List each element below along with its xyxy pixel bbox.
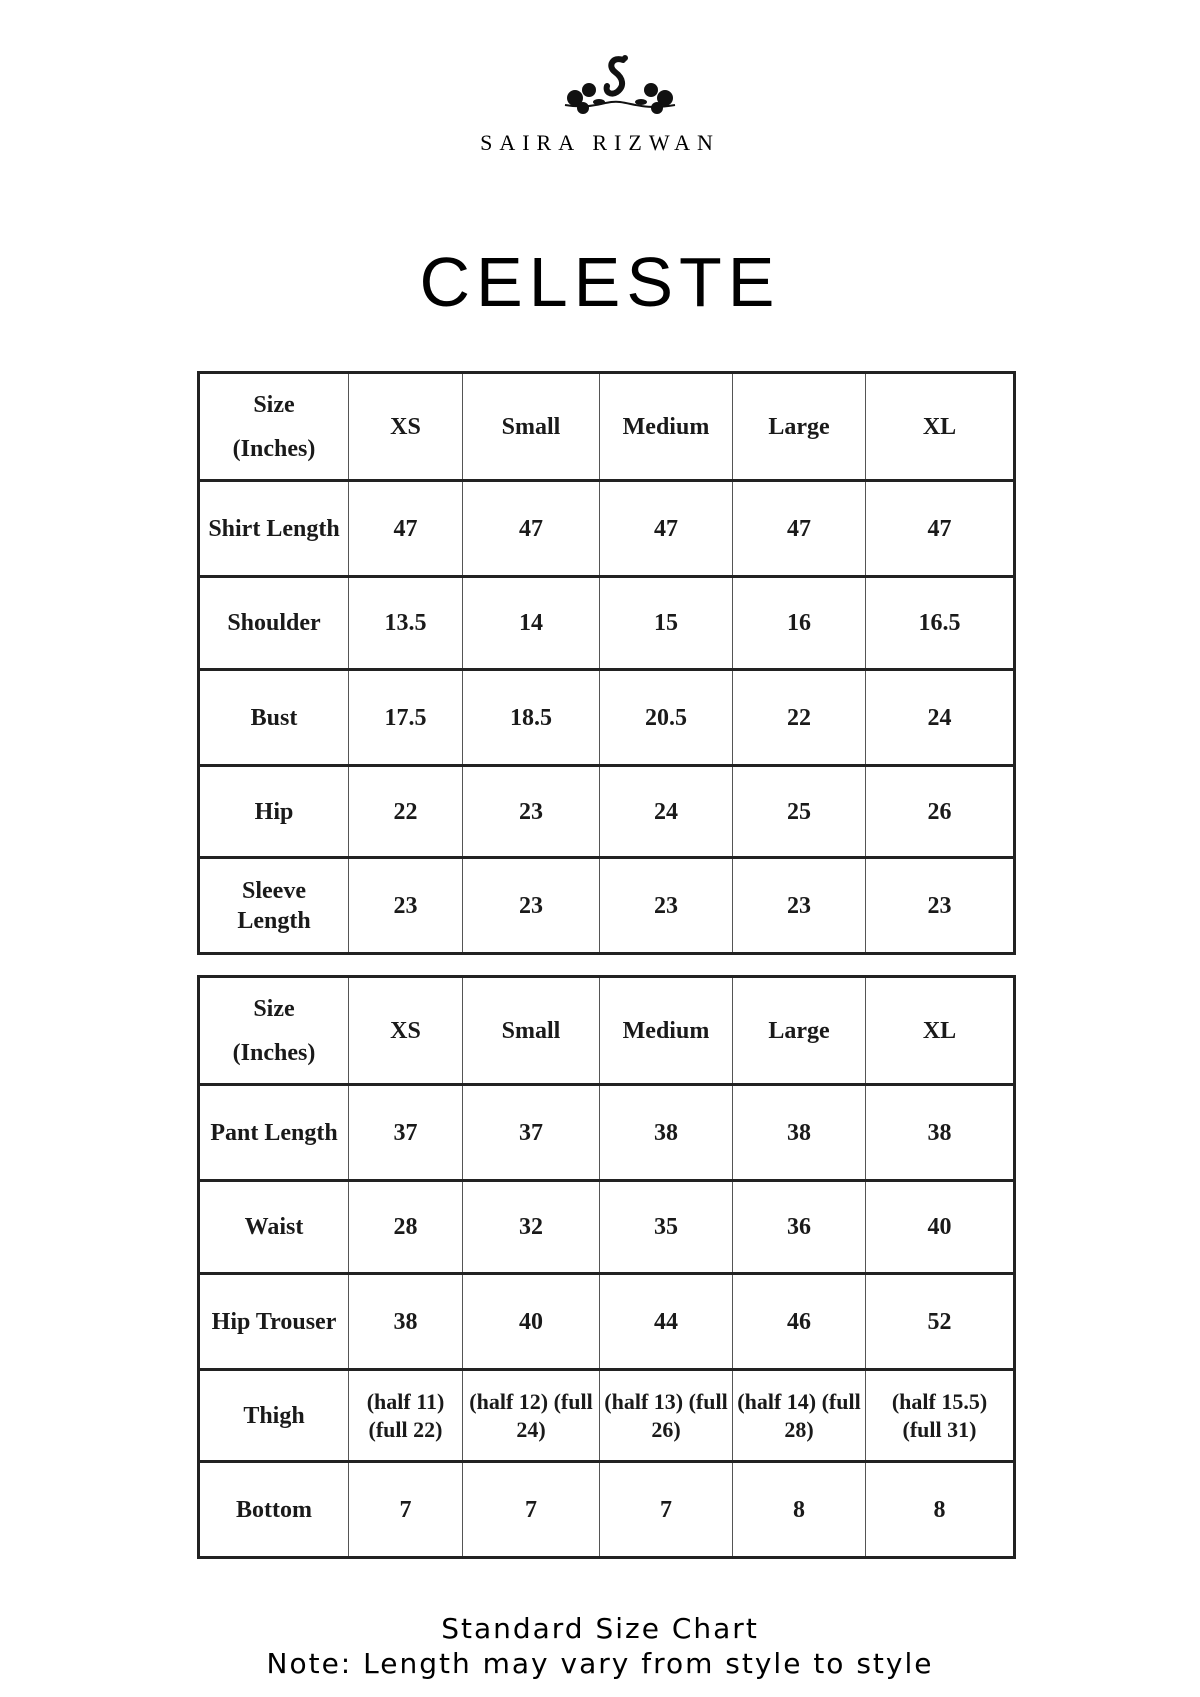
value-cell: 37 xyxy=(463,1085,600,1181)
header-size-cell xyxy=(199,373,349,481)
header-size-medium: Medium xyxy=(600,977,733,1085)
header-size-xl: XL xyxy=(866,373,1015,481)
value-cell: 25 xyxy=(733,766,866,858)
header-unit-label: (Inches) xyxy=(232,435,316,462)
table-header-row xyxy=(199,977,1015,1085)
value-cell: (half 12) (full 24) xyxy=(463,1370,600,1462)
value-cell: 15 xyxy=(600,577,733,670)
value-cell: 47 xyxy=(600,481,733,577)
value-cell: 40 xyxy=(463,1274,600,1370)
value-cell: 38 xyxy=(349,1274,463,1370)
table-row xyxy=(199,858,1015,954)
value-cell: 38 xyxy=(600,1085,733,1181)
value-cell: 47 xyxy=(349,481,463,577)
header-size-medium: Medium xyxy=(600,373,733,481)
value-cell: 37 xyxy=(349,1085,463,1181)
page-title: CELESTE xyxy=(419,243,781,321)
value-cell: (half 15.5) (full 31) xyxy=(866,1370,1015,1462)
row-label: Bust xyxy=(199,670,349,766)
value-cell: 8 xyxy=(733,1462,866,1558)
table-row xyxy=(199,670,1015,766)
header-size-label: Size xyxy=(253,391,295,418)
header-size-label: Size xyxy=(253,995,295,1022)
footer-note: Note: Length may vary from style to style xyxy=(266,1647,934,1680)
value-cell: (half 13) (full 26) xyxy=(600,1370,733,1462)
value-cell: 47 xyxy=(733,481,866,577)
value-cell: 23 xyxy=(463,858,600,954)
row-label: Bottom xyxy=(199,1462,349,1558)
table-row xyxy=(199,1370,1015,1462)
top-size-table xyxy=(197,371,1016,955)
value-cell: 17.5 xyxy=(349,670,463,766)
value-cell: 23 xyxy=(866,858,1015,954)
row-label: Hip Trouser xyxy=(199,1274,349,1370)
value-cell: 38 xyxy=(866,1085,1015,1181)
value-cell: 7 xyxy=(349,1462,463,1558)
table-row xyxy=(199,766,1015,858)
value-cell: 22 xyxy=(733,670,866,766)
value-cell: 28 xyxy=(349,1181,463,1274)
value-cell: 8 xyxy=(866,1462,1015,1558)
row-label: Shoulder xyxy=(199,577,349,670)
value-cell: 7 xyxy=(463,1462,600,1558)
value-cell: 23 xyxy=(600,858,733,954)
floral-monogram-logo-icon xyxy=(555,50,685,130)
value-cell: 26 xyxy=(866,766,1015,858)
row-label: Shirt Length xyxy=(199,481,349,577)
value-cell: 52 xyxy=(866,1274,1015,1370)
value-cell: 36 xyxy=(733,1181,866,1274)
header-size-xs: XS xyxy=(349,977,463,1085)
row-label: Waist xyxy=(199,1181,349,1274)
row-label: Thigh xyxy=(199,1370,349,1462)
value-cell: 35 xyxy=(600,1181,733,1274)
value-cell: 20.5 xyxy=(600,670,733,766)
value-cell: 22 xyxy=(349,766,463,858)
table-row xyxy=(199,1274,1015,1370)
value-cell: 24 xyxy=(600,766,733,858)
value-cell: 13.5 xyxy=(349,577,463,670)
value-cell: 23 xyxy=(733,858,866,954)
row-label: Sleeve Length xyxy=(199,858,349,954)
value-cell: 16.5 xyxy=(866,577,1015,670)
value-cell: 24 xyxy=(866,670,1015,766)
value-cell: 16 xyxy=(733,577,866,670)
bottom-size-table xyxy=(197,975,1016,1559)
value-cell: 7 xyxy=(600,1462,733,1558)
value-cell: 18.5 xyxy=(463,670,600,766)
value-cell: 32 xyxy=(463,1181,600,1274)
header-size-large: Large xyxy=(733,373,866,481)
header-size-xs: XS xyxy=(349,373,463,481)
value-cell: 14 xyxy=(463,577,600,670)
header-size-small: Small xyxy=(463,977,600,1085)
header-unit-label: (Inches) xyxy=(232,1039,316,1066)
table-row xyxy=(199,1462,1015,1558)
brand-name: SAIRA RIZWAN xyxy=(480,130,720,155)
value-cell: 38 xyxy=(733,1085,866,1181)
table-row xyxy=(199,1181,1015,1274)
table-row xyxy=(199,481,1015,577)
row-label: Hip xyxy=(199,766,349,858)
value-cell: 47 xyxy=(463,481,600,577)
header-size-small: Small xyxy=(463,373,600,481)
table-row xyxy=(199,1085,1015,1181)
footer-chart-label: Standard Size Chart xyxy=(441,1612,759,1645)
header-size-xl: XL xyxy=(866,977,1015,1085)
value-cell: 23 xyxy=(349,858,463,954)
header-size-large: Large xyxy=(733,977,866,1085)
value-cell: 46 xyxy=(733,1274,866,1370)
value-cell: 47 xyxy=(866,481,1015,577)
value-cell: 23 xyxy=(463,766,600,858)
value-cell: 44 xyxy=(600,1274,733,1370)
table-header-row xyxy=(199,373,1015,481)
table-row xyxy=(199,577,1015,670)
value-cell: 40 xyxy=(866,1181,1015,1274)
value-cell: (half 14) (full 28) xyxy=(733,1370,866,1462)
row-label: Pant Length xyxy=(199,1085,349,1181)
header-size-cell xyxy=(199,977,349,1085)
value-cell: (half 11) (full 22) xyxy=(349,1370,463,1462)
